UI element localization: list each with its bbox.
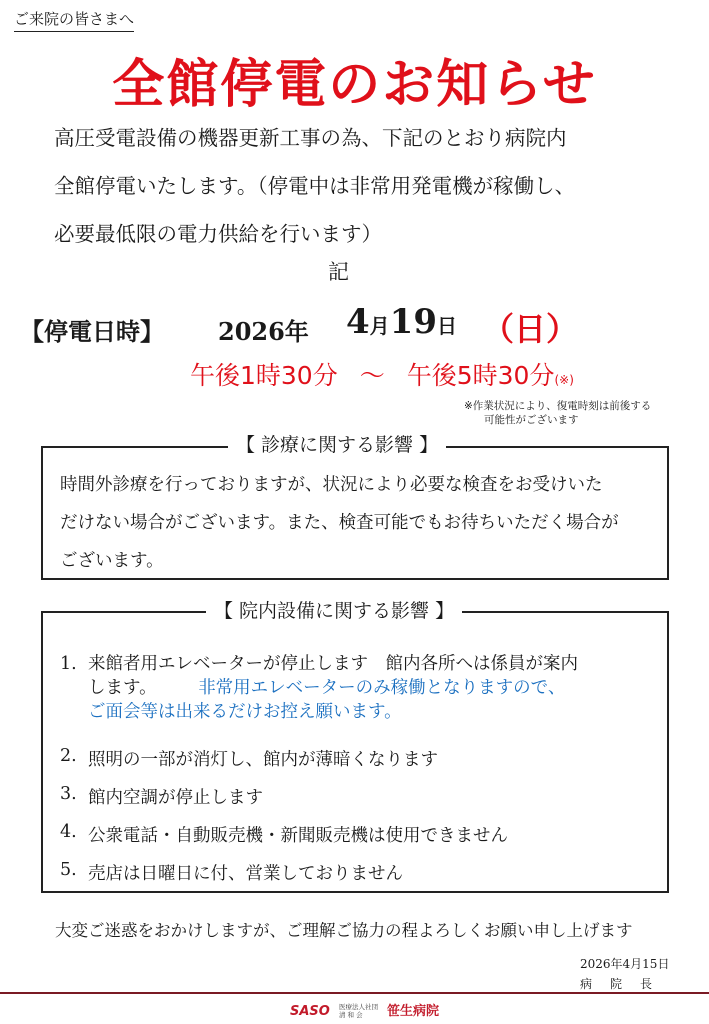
outage-start: 午後1時30分 [190, 361, 338, 390]
outage-day: 19 [389, 302, 437, 342]
footnote-mark: (※) [554, 373, 574, 387]
corporation-name [339, 1003, 378, 1019]
intro-line: 必要最低限の電力供給を行います） [54, 222, 382, 246]
intro-line: 全館停電いたします。（停電中は非常用発電機が稼働し、 [54, 174, 576, 198]
addressee: ご来院の皆さまへ [14, 8, 134, 32]
facility-impact-list [60, 652, 660, 885]
item-emphasis: 非常用エレベーターのみ稼働となりますので、 [198, 678, 566, 698]
corporation-line: 清 和 会 [338, 1010, 363, 1019]
signature-name: 病院長 [580, 977, 671, 991]
logo-mark: SASO [290, 1004, 330, 1019]
list-item [60, 860, 660, 885]
list-item [60, 784, 660, 809]
signature-date: 2026年4月15日 [580, 957, 670, 971]
list-item [60, 652, 660, 724]
corporation-line: 医療法人社団 [338, 1002, 378, 1011]
intro-line: 高圧受電設備の機器更新工事の為、下記のとおり病院内 [54, 126, 567, 150]
intro-text [54, 114, 694, 258]
medical-line: 時間外診療を行っておりますが、状況により必要な検査をお受けいた [60, 475, 603, 495]
medical-impact-text [60, 466, 660, 580]
restore-note [464, 399, 651, 427]
outage-label: 【停電日時】 [20, 317, 164, 346]
time-tilde: ～ [359, 361, 385, 390]
outage-end: 午後5時30分 [406, 361, 555, 390]
item-text: 公衆電話・自動販売機・新聞販売機は使用できません [88, 826, 508, 846]
list-item [60, 746, 660, 771]
item-emphasis: ご面会等は出来るだけお控え願います。 [88, 702, 402, 722]
item-number: 4. [60, 822, 77, 842]
item-number: 2. [60, 746, 77, 766]
item-number: 5. [60, 860, 77, 880]
note-line: ※作業状況により、復電時刻は前後する [464, 400, 652, 412]
outage-month: 4 [346, 302, 370, 342]
note-line: 可能性がございます [484, 414, 579, 426]
ki-marker: 記 [328, 260, 349, 284]
medical-line: ございます。 [60, 551, 164, 571]
outage-time-range [190, 356, 574, 392]
item-text: 照明の一部が消灯し、館内が薄暗くなります [88, 750, 438, 770]
list-item [60, 822, 660, 847]
notice-title: 全館停電のお知らせ [112, 55, 597, 115]
month-unit: 月 [369, 314, 390, 338]
outage-weekday: （日） [482, 310, 579, 348]
item-text: 来館者用エレベーターが停止します 館内各所へは係員が案内 [88, 654, 578, 674]
facility-impact-heading: 【 院内設備に関する影響 】 [206, 596, 462, 623]
item-number: 1. [60, 654, 77, 674]
hospital-logo [290, 1000, 439, 1019]
medical-impact-heading: 【 診療に関する影響 】 [228, 430, 446, 457]
day-unit: 日 [437, 314, 457, 338]
medical-line: だけない場合がございます。また、検査可能でもお待ちいただく場合が [60, 513, 619, 533]
item-number: 3. [60, 784, 77, 804]
closing-message: 大変ご迷惑をおかけしますが、ご理解ご協力の程よろしくお願い申し上げます [55, 921, 633, 940]
outage-date [346, 302, 457, 342]
signature-title [580, 975, 670, 992]
item-text: します。 [88, 678, 157, 698]
item-text: 館内空調が停止します [88, 788, 263, 808]
item-text-row [88, 676, 660, 700]
outage-year: 2026年 [218, 317, 309, 346]
item-text: 売店は日曜日に付、営業しておりません [88, 864, 403, 884]
footer-divider [0, 992, 709, 994]
hospital-name: 笹生病院 [387, 1004, 440, 1019]
